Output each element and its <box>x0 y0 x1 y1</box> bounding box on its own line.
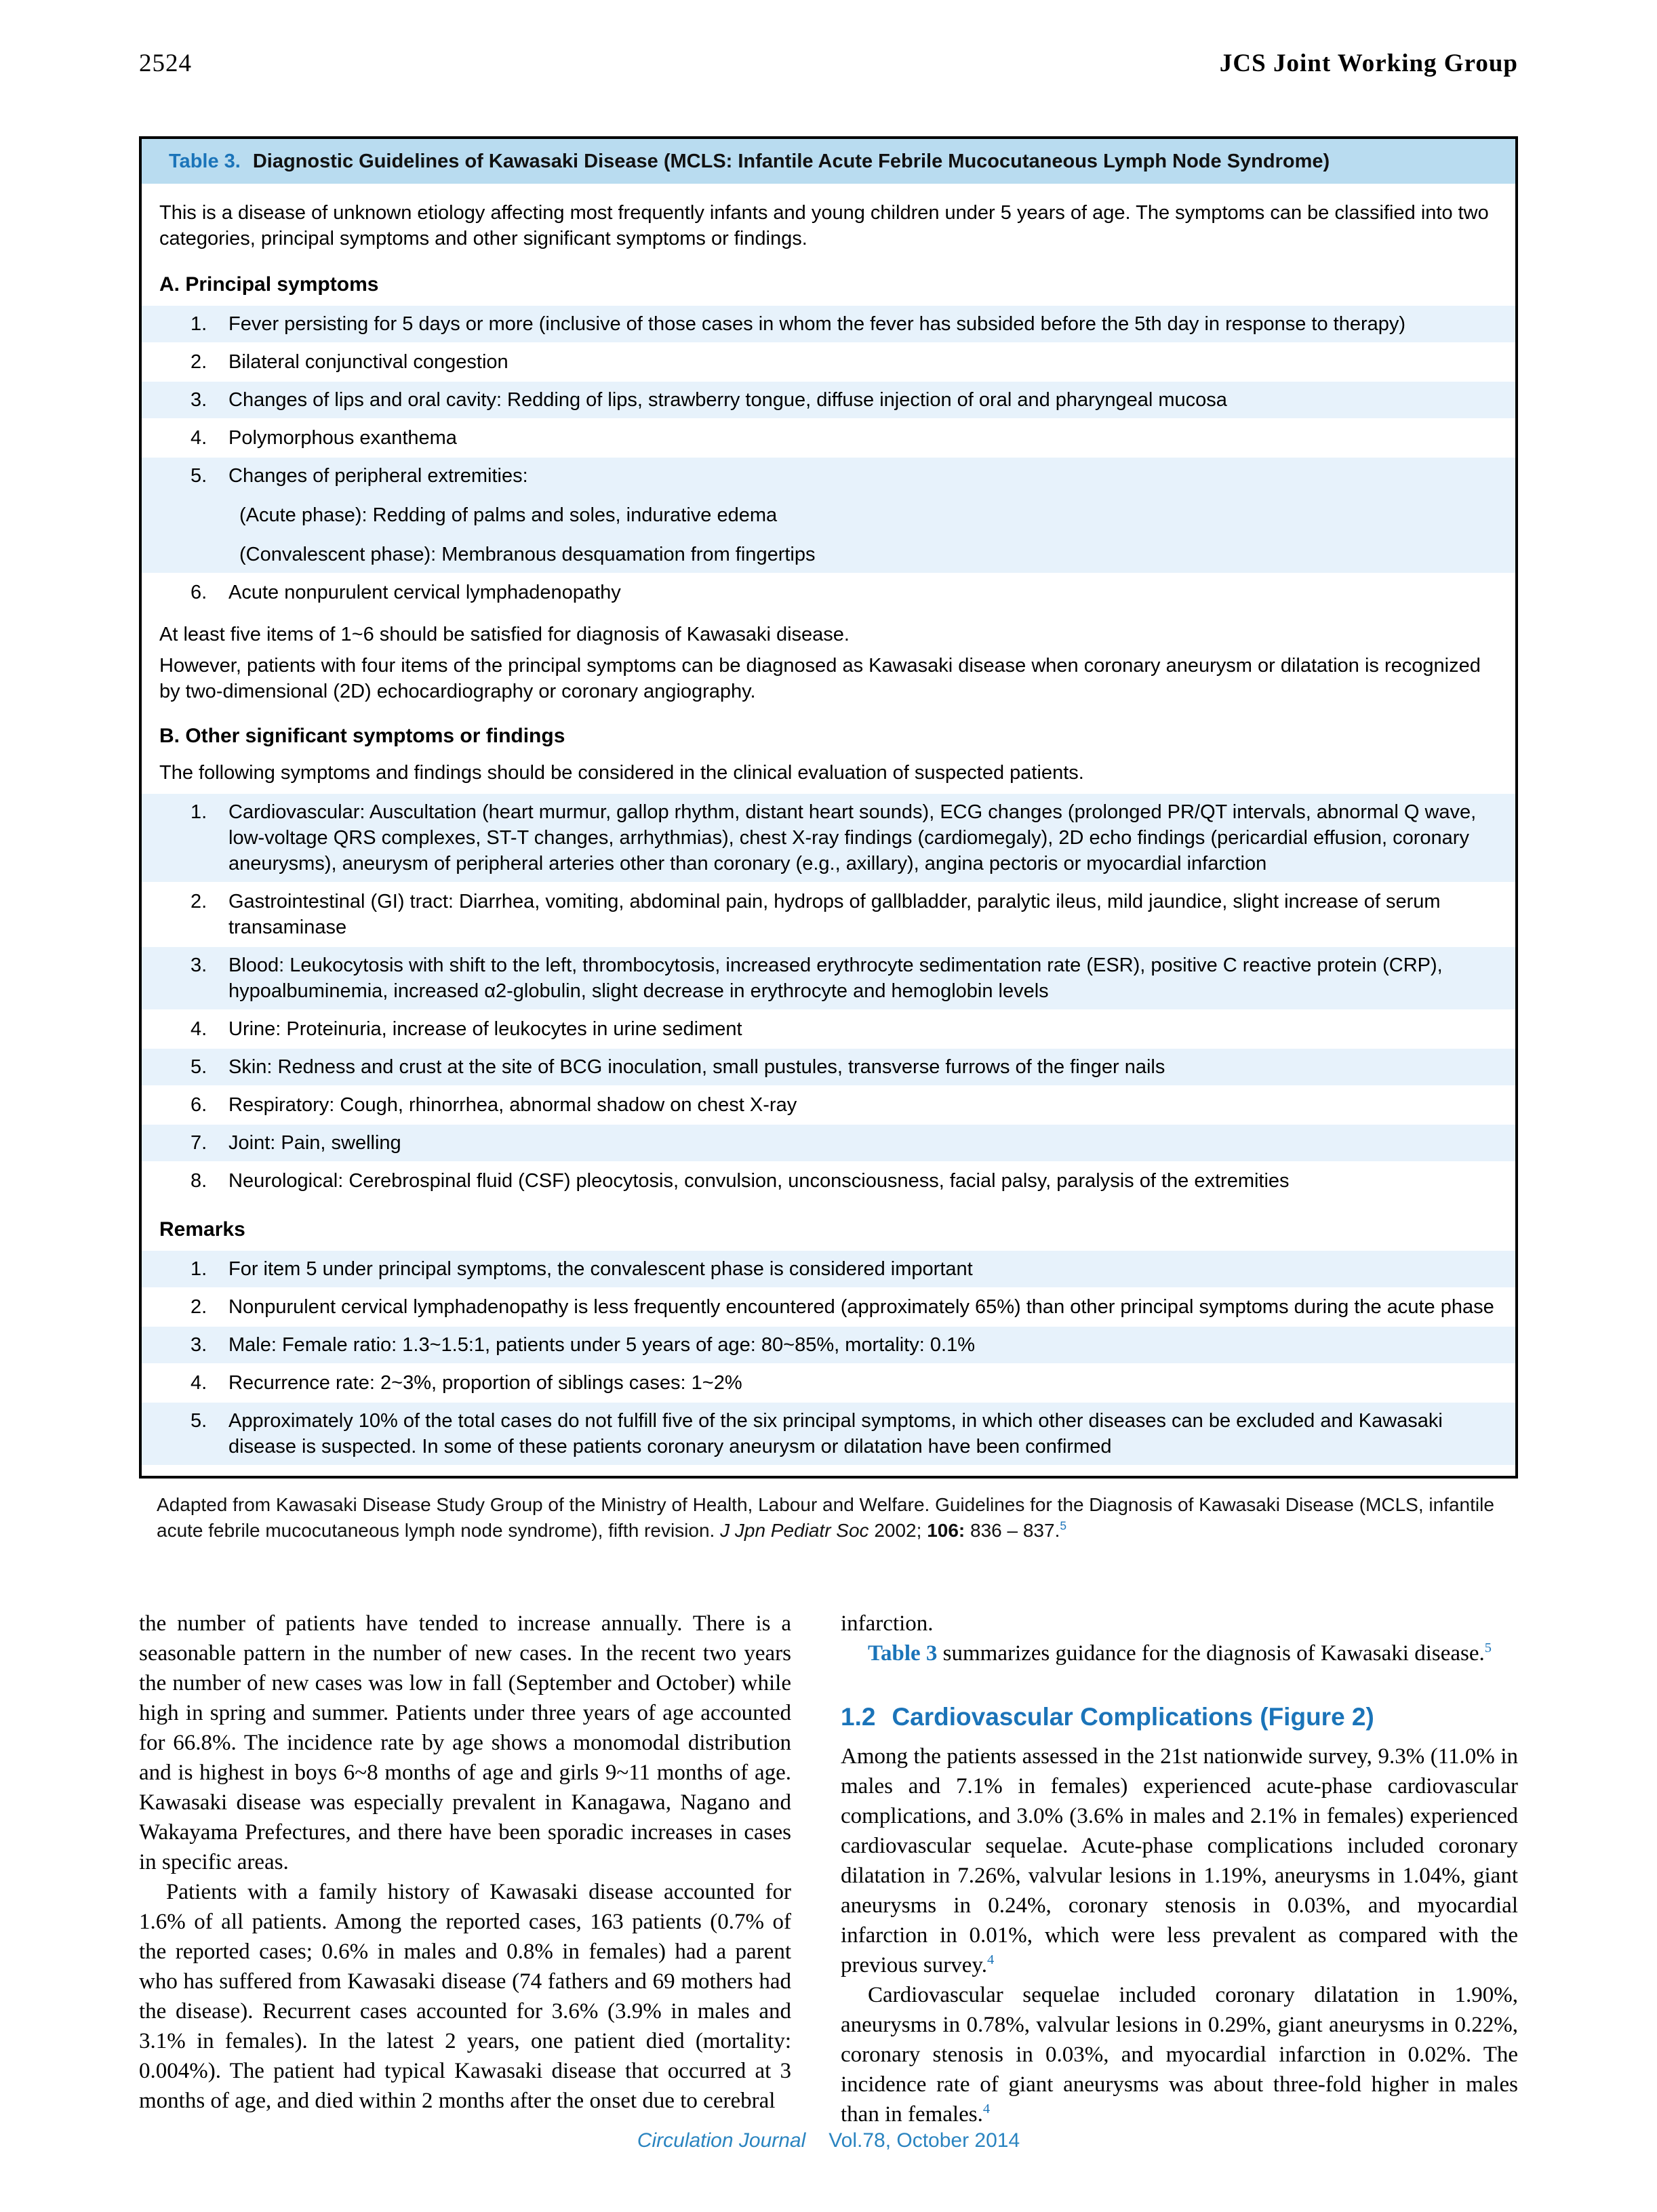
item-text: Acute nonpurulent cervical lymphadenopathy <box>228 582 621 603</box>
running-head: JCS Joint Working Group <box>1219 49 1518 77</box>
item-text: Respiratory: Cough, rhinorrhea, abnormal shadow on chest X-ray <box>228 1094 797 1116</box>
item-text: Fever persisting for 5 days or more (inclusive of those cases in whom the fever has subsided before the 5th day in response to therapy) <box>228 313 1406 335</box>
item-number: 6. <box>191 582 207 603</box>
table-body <box>142 184 1515 1476</box>
paragraph-text: summarizes guidance for the diagnosis of Kawasaki disease. <box>937 1641 1485 1666</box>
remarks-items <box>142 1251 1515 1465</box>
footnote-volume: 106: <box>927 1520 965 1541</box>
table-row <box>142 574 1515 611</box>
page-footer <box>139 2129 1518 2152</box>
table-row <box>142 1163 1515 1199</box>
paragraph <box>841 1980 1518 2129</box>
section-b-heading: B. Other significant symptoms or findings <box>159 725 565 747</box>
table-header <box>142 139 1515 184</box>
table-row <box>142 458 1515 573</box>
table-row <box>142 1289 1515 1325</box>
item-number: 7. <box>191 1132 207 1154</box>
remarks-heading: Remarks <box>159 1218 245 1241</box>
item-number: 4. <box>191 427 207 449</box>
item-text: Recurrence rate: 2~3%, proportion of siblings cases: 1~2% <box>228 1372 742 1394</box>
item-text: Bilateral conjunctival congestion <box>228 351 508 373</box>
item-number: 2. <box>191 1296 207 1318</box>
paragraph <box>841 1638 1518 1668</box>
table-row <box>142 306 1515 342</box>
item-text: Changes of peripheral extremities: <box>228 465 528 487</box>
left-column <box>139 1609 791 2129</box>
reference-sup[interactable]: 5 <box>1060 1519 1067 1533</box>
table-row <box>142 1087 1515 1123</box>
item-text: Approximately 10% of the total cases do not fulfill five of the six principal symptoms, in which other diseases can be excluded and Kawasaki disease is suspected. In some of these patients coronary aneurysm or dilatation have been confirmed <box>228 1410 1443 1457</box>
footer-issue: Vol.78, October 2014 <box>828 2129 1020 2152</box>
footnote-journal-name: J Jpn Pediatr Soc <box>720 1520 869 1541</box>
item-number: 4. <box>191 1372 207 1394</box>
table-row <box>142 1125 1515 1161</box>
section-a-notes <box>142 612 1515 707</box>
item-text: Gastrointestinal (GI) tract: Diarrhea, vomiting, abdominal pain, hydrops of gallbladder, paralytic ileus, mild jaundice, slight increase of serum transaminase <box>228 891 1441 938</box>
table-row <box>142 883 1515 946</box>
diagnostic-table <box>139 136 1518 1479</box>
item-number: 1. <box>191 313 207 335</box>
item-text: Male: Female ratio: 1.3~1.5:1, patients under 5 years of age: 80~85%, mortality: 0.1% <box>228 1334 976 1356</box>
section-a-items <box>142 306 1515 611</box>
table-row <box>142 947 1515 1009</box>
section-1-2-heading <box>841 1702 1518 1732</box>
footnote-text: Adapted from Kawasaki Disease Study Group of the Ministry of Health, Labour and Welfare. Guidelines for the Diagnosis of Kawasaki Disease (MCLS, infantile acute febrile mucocutaneous lymph node syndrome), fifth revision. <box>157 1494 1494 1541</box>
table3-link[interactable]: Table 3 <box>868 1641 938 1666</box>
paragraph-text: Among the patients assessed in the 21st nationwide survey, 9.3% (11.0% in males and 7.1% in females) experienced acute-phase cardiovascular complications, and 3.0% (3.6% in males and 2.1% in females) experienced cardiovascular sequelae. Acute-phase complications included coronary dilatation in 7.26%, valvular lesions in 1.19%, aneurysms in 1.04%, giant aneurysms in 0.24%, coronary stenosis in 0.03%, and myocardial infarction in 0.01%, which were less prevalent as compared with the previous survey. <box>841 1744 1518 1977</box>
heading-title: Cardiovascular Complications (Figure 2) <box>892 1703 1374 1731</box>
table-row <box>142 420 1515 456</box>
table-row <box>142 1327 1515 1363</box>
reference-sup[interactable]: 4 <box>982 2102 991 2116</box>
item-number: 6. <box>191 1094 207 1116</box>
paragraph: infarction. <box>841 1611 934 1636</box>
paragraph <box>841 1742 1518 1980</box>
item-text: Neurological: Cerebrospinal fluid (CSF) pleocytosis, convulsion, unconsciousness, facial palsy, paralysis of the extremities <box>228 1170 1290 1192</box>
reference-sup[interactable]: 5 <box>1484 1641 1492 1655</box>
item-text: Cardiovascular: Auscultation (heart murmur, gallop rhythm, distant heart sounds), ECG changes (prolonged PR/QT intervals, abnormal Q wave, low-voltage QRS complexes, ST-T changes, arrhythmias), chest X-ray findings (cardiomegaly), 2D echo findings (pericardial effusion, coronary aneurysms), aneurysm of peripheral arteries other than coronary (e.g., axillary), angina pectoris or myocardial infarction <box>228 801 1477 874</box>
table-row <box>142 1251 1515 1287</box>
item-number: 4. <box>191 1018 207 1040</box>
section-b-items <box>142 794 1515 1199</box>
item-text: For item 5 under principal symptoms, the convalescent phase is considered important <box>228 1258 973 1280</box>
item-number: 1. <box>191 1258 207 1280</box>
table-row <box>142 1403 1515 1465</box>
section-b-intro: The following symptoms and findings should be considered in the clinical evaluation of suspected patients. <box>159 762 1084 784</box>
item-text: Nonpurulent cervical lymphadenopathy is less frequently encountered (approximately 65%) than other principal symptoms during the acute phase <box>228 1296 1494 1318</box>
item-number: 2. <box>191 351 207 373</box>
footer-journal-name: Circulation Journal <box>637 2129 806 2152</box>
item-text: Joint: Pain, swelling <box>228 1132 401 1154</box>
table-title: Diagnostic Guidelines of Kawasaki Disease (MCLS: Infantile Acute Febrile Mucocutaneous Lymph Node Syndrome) <box>252 150 1330 172</box>
item-number: 5. <box>191 465 207 487</box>
table-note-line: However, patients with four items of the principal symptoms can be diagnosed as Kawasaki disease when coronary aneurysm or dilatation is recognized by two-dimensional (2D) echocardiography or coronary angiography. <box>159 655 1481 702</box>
table-intro: This is a disease of unknown etiology affecting most frequently infants and young children under 5 years of age. The symptoms can be classified into two categories, principal symptoms and other significant symptoms or findings. <box>159 202 1489 249</box>
footnote-text: 836 – 837. <box>965 1520 1060 1541</box>
footnote-text: 2002; <box>869 1520 927 1541</box>
paragraph: Patients with a family history of Kawasaki disease accounted for 1.6% of all patients. Among the reported cases, 163 patients (0.7% of the reported cases; 0.6% in males and 0.8% in females) had a parent who has suffered from Kawasaki disease (74 fathers and 69 mothers had the disease). Recurrent cases accounted for 3.6% (3.9% in males and 3.1% in females). In the latest 2 years, one patient died (mortality: 0.004%). The patient had typical Kawasaki disease that occurred at 3 months of age, and died within 2 months after the onset due to cerebral <box>139 1880 791 2113</box>
reference-sup[interactable]: 4 <box>986 1952 995 1967</box>
item-text: Polymorphous exanthema <box>228 427 457 449</box>
table-row <box>142 794 1515 882</box>
item-number: 5. <box>191 1056 207 1078</box>
item-text: Skin: Redness and crust at the site of BCG inoculation, small pustules, transverse furrows of the finger nails <box>228 1056 1165 1078</box>
article-columns <box>139 1609 1518 2129</box>
paragraph-text: Cardiovascular sequelae included coronary dilatation in 1.90%, aneurysms in 0.78%, valvular lesions in 0.29%, giant aneurysms in 0.22%, coronary stenosis in 0.03%, and myocardial infarction in 0.02%. The incidence rate of giant aneurysms was about three-fold higher in males than in females. <box>841 1983 1518 2127</box>
item-number: 3. <box>191 389 207 411</box>
table-note-line: At least five items of 1~6 should be satisfied for diagnosis of Kawasaki disease. <box>159 624 850 645</box>
item-number: 2. <box>191 891 207 912</box>
table-row <box>142 1011 1515 1047</box>
item-text: Changes of lips and oral cavity: Redding of lips, strawberry tongue, diffuse injection of oral and pharyngeal mucosa <box>228 389 1227 411</box>
item-number: 3. <box>191 954 207 976</box>
table-footnote <box>139 1492 1518 1544</box>
table-row <box>142 382 1515 418</box>
paragraph: the number of patients have tended to increase annually. There is a seasonable pattern in the number of new cases. In the recent two years the number of new cases was low in fall (September and October) while high in spring and summer. Patients under three years of age accounted for 66.8%. The incidence rate by age shows a monomodal distribution and is highest in boys 6~8 months of age and girls 9~11 months of age. Kawasaki disease was especially prevalent in Kanagawa, Nagano and Wakayama Prefectures, and there have been sporadic increases in cases in specific areas. <box>139 1611 791 1874</box>
item-subline: (Convalescent phase): Membranous desquamation from fingertips <box>239 544 816 565</box>
item-number: 5. <box>191 1410 207 1432</box>
right-column <box>841 1609 1518 2129</box>
item-text: Urine: Proteinuria, increase of leukocytes in urine sediment <box>228 1018 742 1040</box>
table-row <box>142 344 1515 380</box>
page-number: 2524 <box>139 49 192 77</box>
item-text: Blood: Leukocytosis with shift to the left, thrombocytosis, increased erythrocyte sedimentation rate (ESR), positive C reactive protein (CRP), hypoalbuminemia, increased α2-globulin, slight decrease in erythrocyte and hemoglobin levels <box>228 954 1443 1002</box>
table-label: Table 3. <box>169 150 241 172</box>
section-a-heading: A. Principal symptoms <box>159 273 379 296</box>
item-number: 8. <box>191 1170 207 1192</box>
table-row <box>142 1365 1515 1401</box>
item-subline: (Acute phase): Redding of palms and soles, indurative edema <box>239 504 778 526</box>
item-number: 3. <box>191 1334 207 1356</box>
table-row <box>142 1049 1515 1085</box>
item-number: 1. <box>191 801 207 823</box>
heading-number: 1.2 <box>841 1703 876 1731</box>
running-header <box>139 49 1518 78</box>
